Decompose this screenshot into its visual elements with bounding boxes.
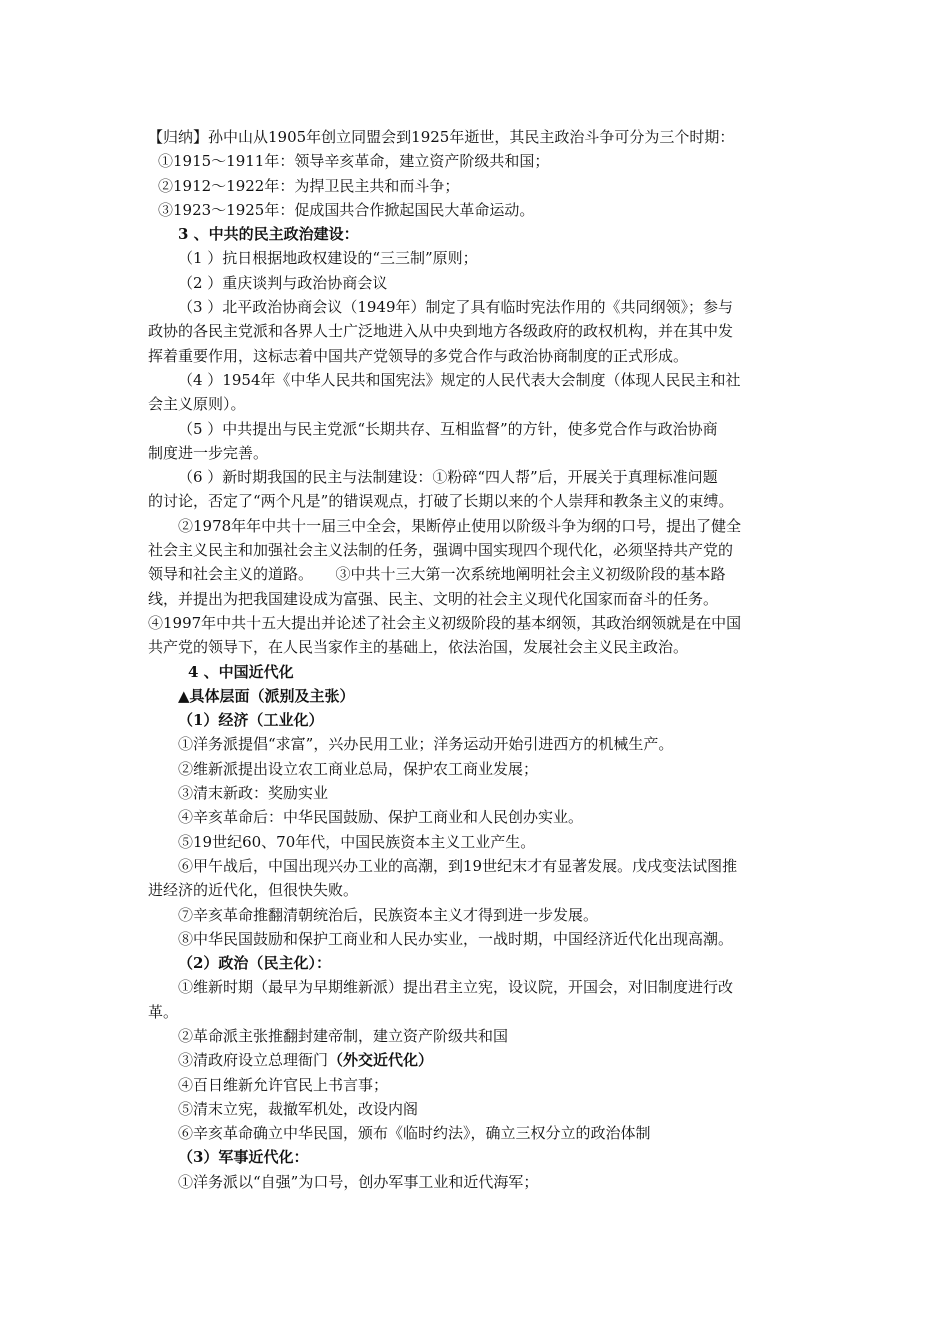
list-item: ②维新派提出设立农工商业总局，保护农工商业发展； <box>178 759 539 778</box>
list-item: ①维新时期（最早为早期维新派）提出君主立宪，设议院，开国会，对旧制度进行改 <box>178 978 734 997</box>
list-item: ③清末新政：奖励实业 <box>178 784 329 803</box>
list-item: ⑤19世纪60、70年代，中国民族资本主义工业产生。 <box>178 832 536 851</box>
paragraph-line: 政协的各民主党派和各界人士广泛地进入从中央到地方各级政府的政权机构，并在其中发 <box>148 322 734 341</box>
paragraph-line: 共产党的领导下，在人民当家作主的基础上，依法治国，发展社会主义民主政治。 <box>148 638 689 657</box>
list-item: ⑥甲午战后，中国出现兴办工业的高潮，到19世纪末才有显著发展。戊戌变法试图推 <box>178 856 738 875</box>
list-item: ⑦辛亥革命推翻清朝统治后，民族资本主义才得到进一步发展。 <box>178 905 599 924</box>
list-item: ②革命派主张推翻封建帝制，建立资产阶级共和国 <box>178 1026 509 1045</box>
paragraph-line: 的讨论，否定了“两个凡是”的错误观点，打破了长期以来的个人崇拜和教条主义的束缚。 <box>148 492 734 511</box>
paragraph-line: 社会主义民主和加强社会主义法制的任务，强调中国实现四个现代化，必须坚持共产党的 <box>148 541 734 560</box>
subheading-economy: （1）经济（工业化） <box>178 711 324 730</box>
paragraph-line: ④1997年中共十五大提出并论述了社会主义初级阶段的基本纲领，其政治纲领就是在中国 <box>148 613 742 632</box>
section-heading-4: 4 、中国近代化 <box>188 662 294 681</box>
summary-line: 【归纳】孙中山从1905年创立同盟会到1925年逝世，其民主政治斗争可分为三个时期： <box>148 128 735 146</box>
paragraph-line: 线，并提出为把我国建设成为富强、民主、文明的社会主义现代化国家而奋斗的任务。 <box>148 589 719 608</box>
paragraph-line: 会主义原则）。 <box>148 395 246 414</box>
paragraph-line: （6 ）新时期我国的民主与法制建设：①粉碎“四人帮”后，开展关于真理标准问题 <box>178 468 718 487</box>
subheading: ▲具体层面（派别及主张） <box>178 686 355 705</box>
paragraph-line: （4 ）1954年《中华人民共和国宪法》规定的人民代表大会制度（体现人民民主和社 <box>178 370 741 389</box>
list-item: 进经济的近代化，但很快失败。 <box>148 881 359 900</box>
list-item: ⑥辛亥革命确立中华民国，颁布《临时约法》，确立三权分立的政治体制 <box>178 1124 651 1143</box>
list-item: ①洋务派以“自强”为口号，创办军事工业和近代海军； <box>178 1172 539 1191</box>
paragraph-line: ②1978年年中共十一届三中全会，果断停止使用以阶级斗争为纲的口号，提出了健全 <box>178 516 742 535</box>
list-item <box>148 1048 808 1072</box>
diplomacy-note: （外交近代化） <box>328 1051 434 1070</box>
subheading-politics: （2）政治（民主化）： <box>178 954 331 973</box>
paragraph-line: 领导和社会主义的道路。 ③中共十三大第一次系统地阐明社会主义初级阶段的基本路 <box>148 565 726 584</box>
list-item: ⑤清末立宪，裁撤军机处，改设内阁 <box>178 1099 419 1118</box>
document-page <box>148 125 808 1194</box>
list-item: ⑧中华民国鼓励和保护工商业和人民办实业，一战时期，中国经济近代化出现高潮。 <box>178 929 734 948</box>
summary-item-2: ②1912～1922年：为捍卫民主共和而斗争； <box>158 176 460 195</box>
list-item-text: ③清政府设立总理衙门 <box>178 1051 329 1070</box>
list-item: ④百日维新允许官民上书言事； <box>178 1075 389 1094</box>
list-item: ①洋务派提倡“求富”，兴办民用工业；洋务运动开始引进西方的机械生产。 <box>178 735 674 754</box>
list-item: ④辛亥革命后：中华民国鼓励、保护工商业和人民创办实业。 <box>178 808 584 827</box>
summary-item-3: ③1923～1925年：促成国共合作掀起国民大革命运动。 <box>158 200 535 219</box>
paragraph-line: （3 ）北平政治协商会议（1949年）制定了具有临时宪法作用的《共同纲领》；参与 <box>178 298 733 317</box>
paragraph-line: （2 ）重庆谈判与政治协商会议 <box>178 273 388 292</box>
paragraph-line: 制度进一步完善。 <box>148 443 269 462</box>
paragraph-line: 挥着重要作用，这标志着中国共产党领导的多党合作与政治协商制度的正式形成。 <box>148 346 689 365</box>
summary-item-1: ①1915～1911年：领导辛亥革命，建立资产阶级共和国； <box>158 152 550 171</box>
section-heading-3: 3 、中共的民主政治建设： <box>178 225 359 244</box>
paragraph-line: （5 ）中共提出与民主党派“长期共存、互相监督”的方针，使多党合作与政治协商 <box>178 419 718 438</box>
list-item: 革。 <box>148 1002 179 1021</box>
subheading-military: （3）军事近代化： <box>178 1148 309 1167</box>
paragraph-line: （1 ）抗日根据地政权建设的“三三制”原则； <box>178 249 478 268</box>
